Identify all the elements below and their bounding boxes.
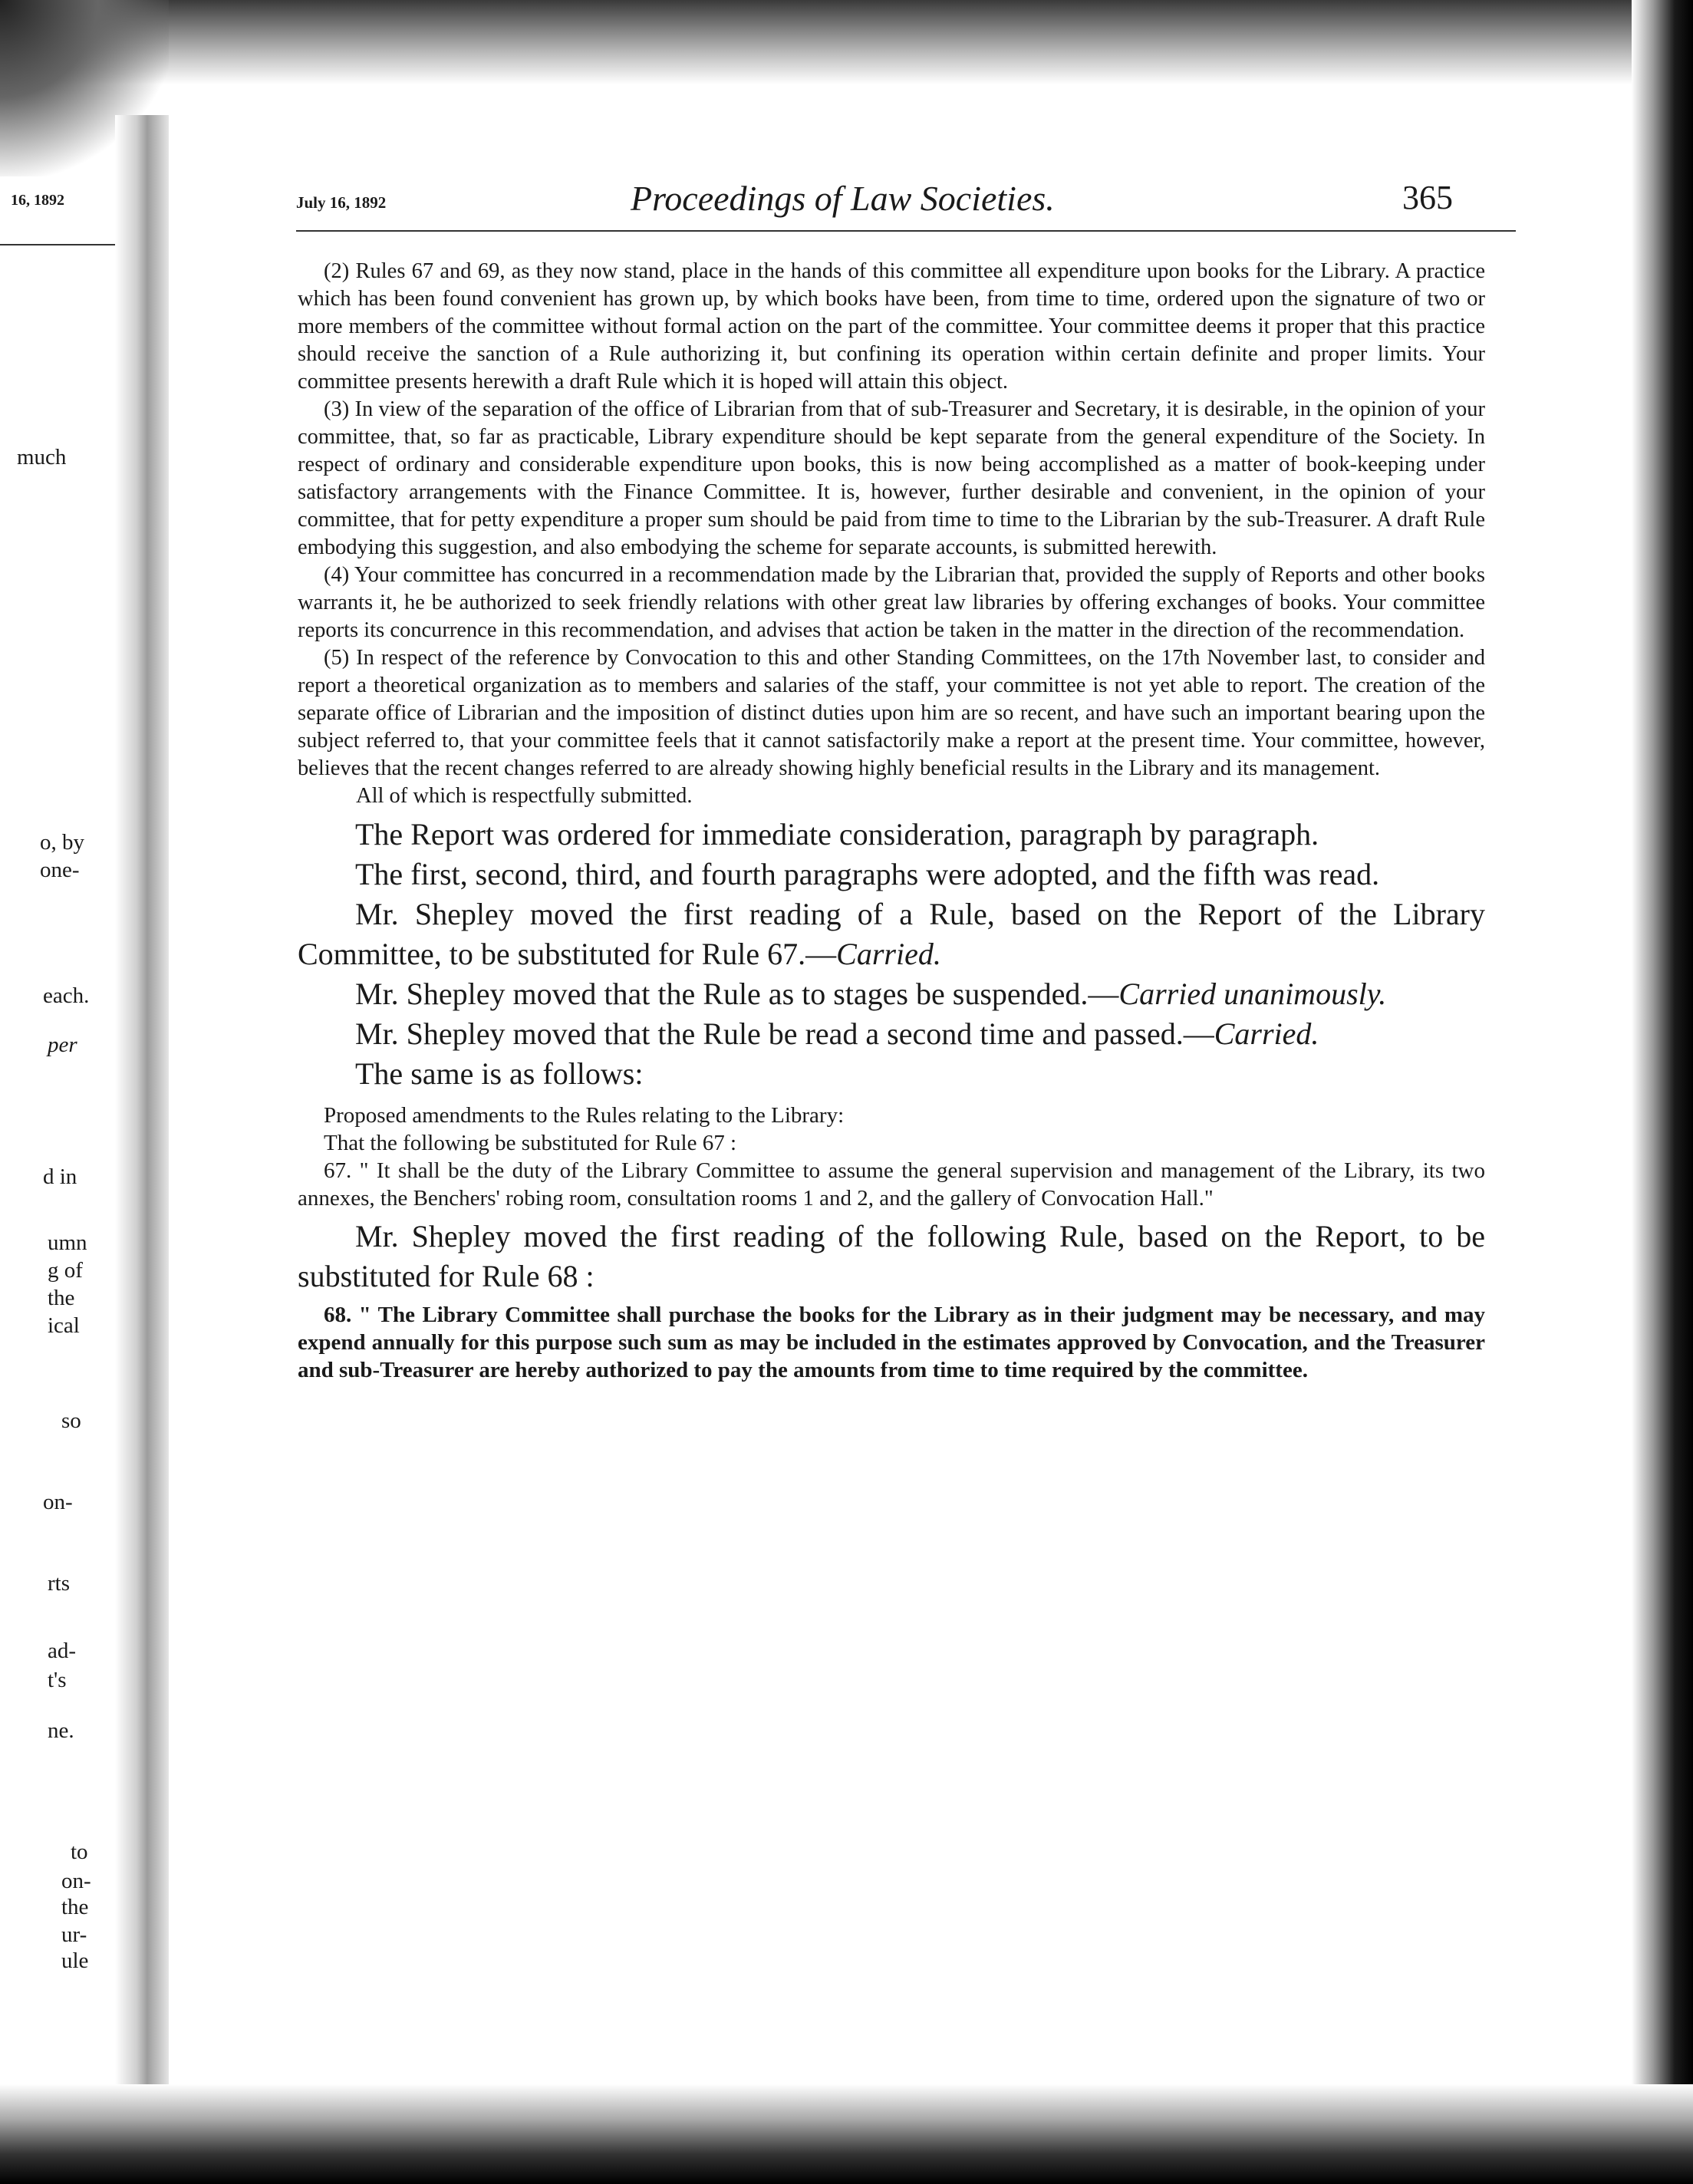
left-fragment-line: rts	[48, 1571, 70, 1596]
running-head-date: July 16, 1892	[296, 193, 387, 212]
left-fragment-line: per	[48, 1033, 77, 1057]
scan-shadow-right	[1632, 0, 1693, 2184]
left-fragment-line: ur-	[61, 1922, 87, 1947]
left-page-fragment	[0, 0, 115, 2184]
left-fragment-line: one-	[40, 858, 80, 882]
main-column	[298, 258, 1485, 1384]
left-fragment-line: ne.	[48, 1718, 74, 1743]
left-fragment-line: ule	[61, 1948, 89, 1973]
left-fragment-line: each.	[43, 983, 90, 1008]
motion-result: Carried.	[1214, 1016, 1319, 1051]
left-page-header: 16, 1892	[11, 192, 64, 209]
left-fragment-line: so	[61, 1408, 81, 1433]
motion-suspend: Mr. Shepley moved that the Rule as to stages be suspended.—Carried unanimously.	[355, 977, 1387, 1011]
head-rule	[296, 230, 1516, 232]
same-follows: The same is as follows:	[355, 1056, 644, 1091]
left-fragment-line: to	[71, 1840, 88, 1864]
left-fragment-line: on-	[61, 1869, 91, 1893]
left-fragment-line: the	[48, 1286, 75, 1310]
motion-result: Carried unanimously.	[1118, 977, 1387, 1011]
left-fragment-line: o, by	[40, 830, 84, 855]
motion-following-rule: Mr. Shepley moved the first reading of the following Rule, based on the Report, to be substituted for Rule 68 :	[298, 1219, 1485, 1293]
report-ordered: The Report was ordered for immediate consideration, paragraph by paragraph.	[355, 817, 1319, 852]
scan-shadow-top	[0, 0, 1693, 84]
motion-result: Carried.	[836, 937, 941, 971]
page-gutter	[115, 115, 169, 2110]
motion-first-reading: Mr. Shepley moved the first reading of a Rule, based on the Report of the Library Committee, to be substituted for Rule 67.—Carried.	[298, 897, 1485, 971]
left-fragment-line: much	[17, 445, 67, 469]
left-fragment-line: t's	[48, 1668, 67, 1692]
paragraph-4: (4) Your committee has concurred in a recommendation made by the Librarian that, provided the supply of Reports and other books warrants it, he be authorized to seek friendly relations with other great law libraries by offering exchanges of books. Your committee reports its concurrence in this recommendation, and advises that action be taken in the matter in the direction of the recommendation.	[298, 563, 1485, 642]
running-head-title: Proceedings of Law Societies.	[631, 179, 1055, 218]
left-header-rule	[0, 244, 115, 245]
left-fragment-line: the	[61, 1895, 89, 1919]
scan-shadow-bottom	[0, 2084, 1693, 2184]
paragraphs-adopted: The first, second, third, and fourth paragraphs were adopted, and the fifth was read.	[355, 857, 1380, 891]
left-fragment-line: umn	[48, 1230, 87, 1255]
left-fragment-line: on-	[43, 1490, 73, 1514]
motion-second-time: Mr. Shepley moved that the Rule be read a second time and passed.—Carried.	[355, 1016, 1319, 1051]
proposed-amendments: Proposed amendments to the Rules relating to the Library:	[324, 1103, 845, 1128]
left-fragment-line: g of	[48, 1258, 83, 1283]
paragraph-2: (2) Rules 67 and 69, as they now stand, place in the hands of this committee all expenditure upon books for the Library. A practice which has been found convenient has grown up, by which books have been, from time to time, ordered upon the signature of two or more members of the committee without formal action on the part of the committee. Your committee deems it proper that this practice should receive the sanction of a Rule authorizing it, but confining its operation within certain definite and proper limits. Your committee presents herewith a draft Rule which it is hoped will attain this object.	[298, 259, 1485, 394]
paragraph-5: (5) In respect of the reference by Convocation to this and other Standing Committees, on the 17th November last, to consider and report a theoretical organization as to members and salaries of the staff, your committee is not yet able to report. The creation of the separate office of Librarian and the imposition of distinct duties upon him are so recent, and have such an important bearing upon the subject referred to, that your committee feels that it cannot satisfactorily make a report at the present time. Your committee, however, believes that the recent changes referred to are already showing highly beneficial results in the Library and its management.	[298, 646, 1485, 780]
left-fragment-line: d in	[43, 1164, 77, 1189]
submitted-line: All of which is respectfully submitted.	[356, 784, 693, 808]
left-fragment-line: ical	[48, 1313, 80, 1338]
paragraph-3: (3) In view of the separation of the office of Librarian from that of sub-Treasurer and Secretary, it is desirable, in the opinion of your committee, that, so far as practicable, Library expenditure should be kept separate from the general expenditure of the Society. In respect of ordinary and considerable expenditure upon books, this is now being accomplished as a matter of book-keeping under satisfactory arrangements with the Finance Committee. It is, however, further desirable and convenient, in the opinion of your committee, that for petty expenditure a proper sum should be paid from time to time to the Librarian by the sub-Treasurer. A draft Rule embodying this suggestion, and also embodying the scheme for separate accounts, is submitted herewith.	[298, 397, 1485, 559]
rule-67-text: 67. " It shall be the duty of the Library Committee to assume the general supervision and management of the Library, its two annexes, the Benchers' robing room, consultation rooms 1 and 2, and the gallery of Convocation Hall."	[298, 1158, 1485, 1211]
substituted-rule-67: That the following be substituted for Rule 67 :	[324, 1131, 737, 1155]
left-fragment-line: ad-	[48, 1639, 77, 1663]
rule-68-text: 68. " The Library Committee shall purchase the books for the Library as in their judgment may be necessary, and may expend annually for this purpose such sum as may be included in the estimates approved by Convocation, and the Treasurer and sub-Treasurer are hereby authorized to pay the amounts from time to time required by the committee.	[298, 1303, 1485, 1382]
page-number: 365	[1402, 179, 1453, 216]
